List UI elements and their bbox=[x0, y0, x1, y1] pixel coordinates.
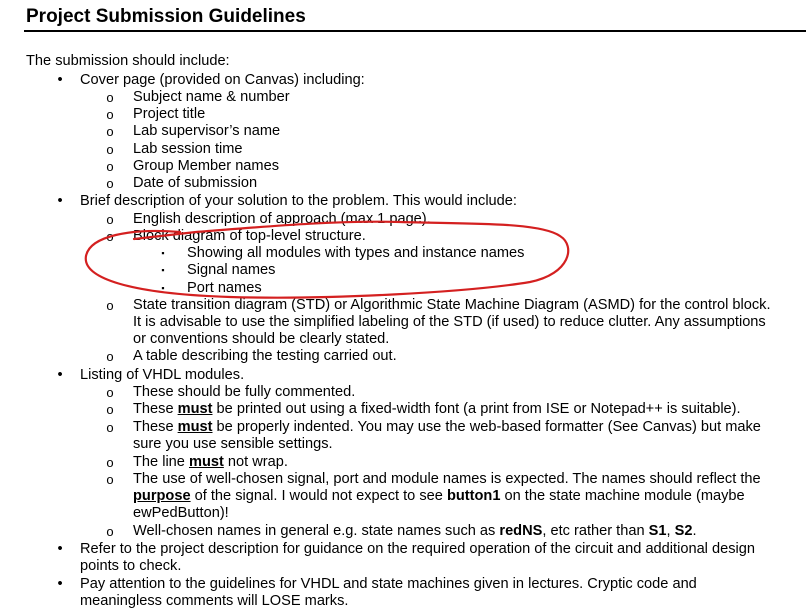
list-item-text: sure you use sensible settings. bbox=[133, 436, 333, 452]
list-item-text: Pay attention to the guidelines for VHDL and state machines given in lectures. Cryptic code and bbox=[80, 576, 697, 592]
bullet-icon: • bbox=[57, 367, 63, 383]
circle-bullet-icon: o bbox=[106, 385, 114, 400]
bullet-icon: • bbox=[57, 193, 63, 209]
list-item-text: These must be properly indented. You may use the web-based formatter (See Canvas) but make bbox=[133, 419, 761, 435]
list-item-text: Lab session time bbox=[133, 141, 243, 157]
emphasis-redns: redNS bbox=[499, 523, 543, 539]
emphasis-must: must bbox=[188, 454, 224, 470]
circle-bullet-icon: o bbox=[106, 472, 114, 487]
list-item-text: Project title bbox=[133, 106, 206, 122]
list-item-text: Listing of VHDL modules. bbox=[80, 367, 245, 383]
intro-text: The submission should include: bbox=[26, 53, 230, 69]
bullet-icon: • bbox=[57, 576, 63, 592]
title-divider bbox=[24, 30, 806, 32]
list-item-text: or conventions should be clearly stated. bbox=[133, 331, 390, 347]
square-bullet-icon: ▪ bbox=[161, 265, 165, 275]
bullet-icon: • bbox=[57, 72, 63, 88]
list-item-text: Showing all modules with types and instance names bbox=[187, 245, 525, 261]
list-item-text: ewPedButton)! bbox=[133, 505, 229, 521]
circle-bullet-icon: o bbox=[106, 455, 114, 470]
list-item-text: points to check. bbox=[80, 558, 182, 574]
list-item-text: Block diagram of top-level structure. bbox=[133, 228, 366, 244]
list-item-text: A table describing the testing carried out. bbox=[133, 348, 397, 364]
list-item-text: The use of well-chosen signal, port and module names is expected. The names should reflect the bbox=[133, 471, 761, 487]
list-item-text: purpose of the signal. I would not expect to see button1 on the state machine module (maybe bbox=[133, 488, 745, 504]
circle-bullet-icon: o bbox=[106, 298, 114, 313]
list-item-text: Port names bbox=[187, 280, 262, 296]
emphasis-s2: S2 bbox=[674, 523, 693, 539]
list-item-text: Refer to the project description for guidance on the required operation of the circuit and additional design bbox=[80, 541, 755, 557]
square-bullet-icon: ▪ bbox=[161, 283, 165, 293]
list-item-text: These should be fully commented. bbox=[133, 384, 356, 400]
list-item-text: Date of submission bbox=[133, 175, 258, 191]
circle-bullet-icon: o bbox=[106, 402, 114, 417]
list-item-text: Subject name & number bbox=[133, 89, 290, 105]
list-item-text: Group Member names bbox=[133, 158, 279, 174]
list-item-text: Brief description of your solution to the problem. This would include: bbox=[80, 193, 517, 209]
circle-bullet-icon: o bbox=[106, 349, 114, 364]
list-item-text: It is advisable to use the simplified labeling of the STD (if used) to reduce clutter. Any assumptions bbox=[133, 314, 766, 330]
emphasis-must: must bbox=[177, 401, 213, 417]
circle-bullet-icon: o bbox=[106, 524, 114, 539]
emphasis-purpose: purpose bbox=[133, 488, 191, 504]
circle-bullet-icon: o bbox=[106, 90, 114, 105]
list-item-text: Cover page (provided on Canvas) including: bbox=[80, 72, 365, 88]
circle-bullet-icon: o bbox=[106, 124, 114, 139]
circle-bullet-icon: o bbox=[106, 229, 114, 244]
circle-bullet-icon: o bbox=[106, 159, 114, 174]
emphasis-s1: S1 bbox=[648, 523, 667, 539]
list-item-text: Lab supervisor’s name bbox=[133, 123, 281, 139]
circle-bullet-icon: o bbox=[106, 142, 114, 157]
list-item-text: Well-chosen names in general e.g. state names such as redNS, etc rather than S1, S2. bbox=[133, 523, 697, 539]
bullet-icon: • bbox=[57, 541, 63, 557]
list-item-text: meaningless comments will LOSE marks. bbox=[80, 593, 349, 609]
emphasis-must: must bbox=[177, 419, 213, 435]
list-item-text: These must be printed out using a fixed-width font (a print from ISE or Notepad++ is suitable). bbox=[133, 401, 741, 417]
page-title: Project Submission Guidelines bbox=[26, 6, 306, 27]
list-item-text: Signal names bbox=[187, 262, 276, 278]
circle-bullet-icon: o bbox=[106, 176, 114, 191]
list-item-text: English description of approach (max 1 page). bbox=[133, 211, 431, 227]
list-item-text: The line must not wrap. bbox=[133, 454, 288, 470]
circle-bullet-icon: o bbox=[106, 420, 114, 435]
emphasis-button1: button1 bbox=[446, 488, 501, 504]
list-item-text: State transition diagram (STD) or Algorithmic State Machine Diagram (ASMD) for the control block. bbox=[133, 297, 771, 313]
square-bullet-icon: ▪ bbox=[161, 248, 165, 258]
circle-bullet-icon: o bbox=[106, 212, 114, 227]
circle-bullet-icon: o bbox=[106, 107, 114, 122]
